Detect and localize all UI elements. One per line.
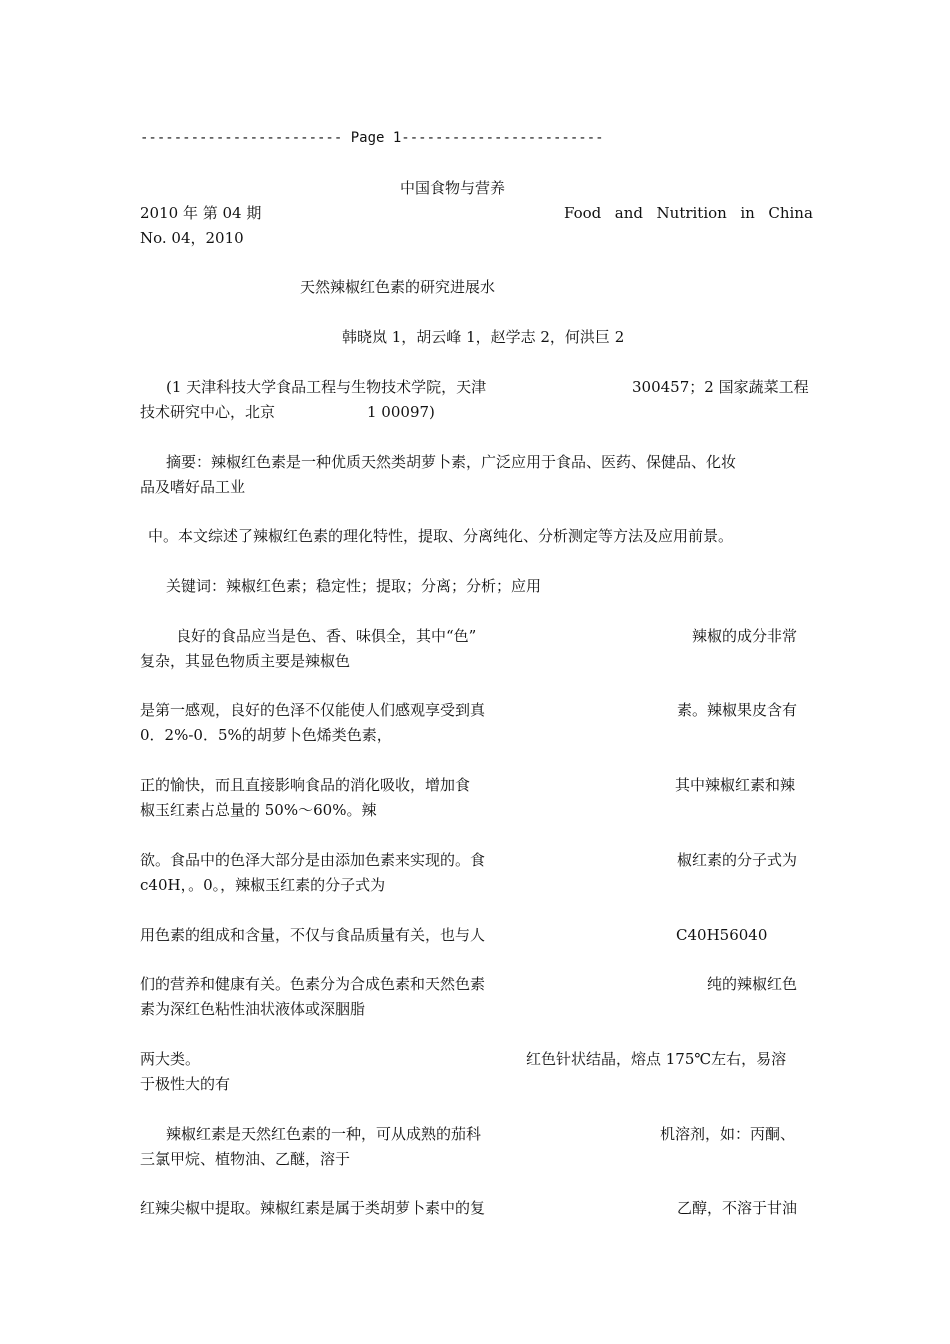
body-right-line: 其中辣椒红素和辣 [675,776,796,794]
affiliation-line-2: 技术研究中心，北京 [140,403,276,421]
journal-title-cn: 中国食物与营养 [400,179,506,197]
body-right-line: 乙醇，不溶于甘油 [677,1199,798,1217]
body-left-line: 红辣尖椒中提取。辣椒红素是属于类胡萝卜素中的复 [140,1199,486,1217]
body-continuation-line: 0．2%-0．5%的胡萝卜色烯类色素， [140,726,392,744]
body-left-line: 用色素的组成和含量，不仅与食品质量有关，也与人 [140,926,486,944]
body-continuation-line: 复杂，其显色物质主要是辣椒色 [140,652,351,670]
body-left-line: 良好的食品应当是色、香、味俱全，其中“色” [176,627,477,645]
abstract-line-2: 品及嗜好品工业 [140,478,246,496]
journal-issue-en: No. 04，2010 [140,229,244,247]
body-continuation-line: 素为深红色粘性油状液体或深胭脂 [140,1000,366,1018]
page-marker: ------------------------ Page 1------------------------ [140,130,604,146]
body-left-line: 欲。食品中的色泽大部分是由添加色素来实现的。食 [140,851,486,869]
body-continuation-line: 三氯甲烷、植物油、乙醚，溶于 [140,1150,351,1168]
affiliation-line-2b: 1 00097) [367,403,435,421]
body-right-line: 辣椒的成分非常 [692,627,798,645]
journal-title-en: Food and Nutrition in China [564,204,813,222]
keywords: 关键词：辣椒红色素；稳定性；提取；分离；分析；应用 [166,577,542,595]
abstract-line-1: 摘要：辣椒红色素是一种优质天然类胡萝卜素，广泛应用于食品、医药、保健品、化妆 [166,453,737,471]
body-right-line: C40H56040 [676,926,768,944]
body-left-line: 是第一感观，良好的色泽不仅能使人们感观享受到真 [140,701,486,719]
body-right-line: 红色针状结晶，熔点 175℃左右，易溶 [526,1050,787,1068]
body-continuation-line: c40H，。0。，辣椒玉红素的分子式为 [140,876,386,894]
article-title: 天然辣椒红色素的研究进展水 [300,278,496,296]
body-right-line: 椒红素的分子式为 [677,851,798,869]
body-left-line: 们的营养和健康有关。色素分为合成色素和天然色素 [140,975,486,993]
article-authors: 韩晓岚 1，胡云峰 1，赵学志 2，何洪巨 2 [342,328,625,346]
body-right-line: 机溶剂，如：丙酮、 [660,1125,796,1143]
journal-issue-cn: 2010 年 第 04 期 [140,204,262,222]
body-continuation-line: 椒玉红素占总量的 50%～60%。辣 [140,801,377,819]
body-right-line: 纯的辣椒红色 [707,975,798,993]
abstract-line-3: 中。本文综述了辣椒红色素的理化特性，提取、分离纯化、分析测定等方法及应用前景。 [148,527,734,545]
affiliation-line-1b: 300457；2 国家蔬菜工程 [632,378,809,396]
body-left-line: 正的愉快，而且直接影响食品的消化吸收，增加食 [140,776,471,794]
body-left-line: 两大类。 [140,1050,201,1068]
body-left-line: 辣椒红素是天然红色素的一种，可从成熟的茄科 [166,1125,482,1143]
body-right-line: 素。辣椒果皮含有 [677,701,798,719]
body-continuation-line: 于极性大的有 [140,1075,231,1093]
affiliation-line-1: (1 天津科技大学食品工程与生物技术学院，天津 [166,378,487,396]
